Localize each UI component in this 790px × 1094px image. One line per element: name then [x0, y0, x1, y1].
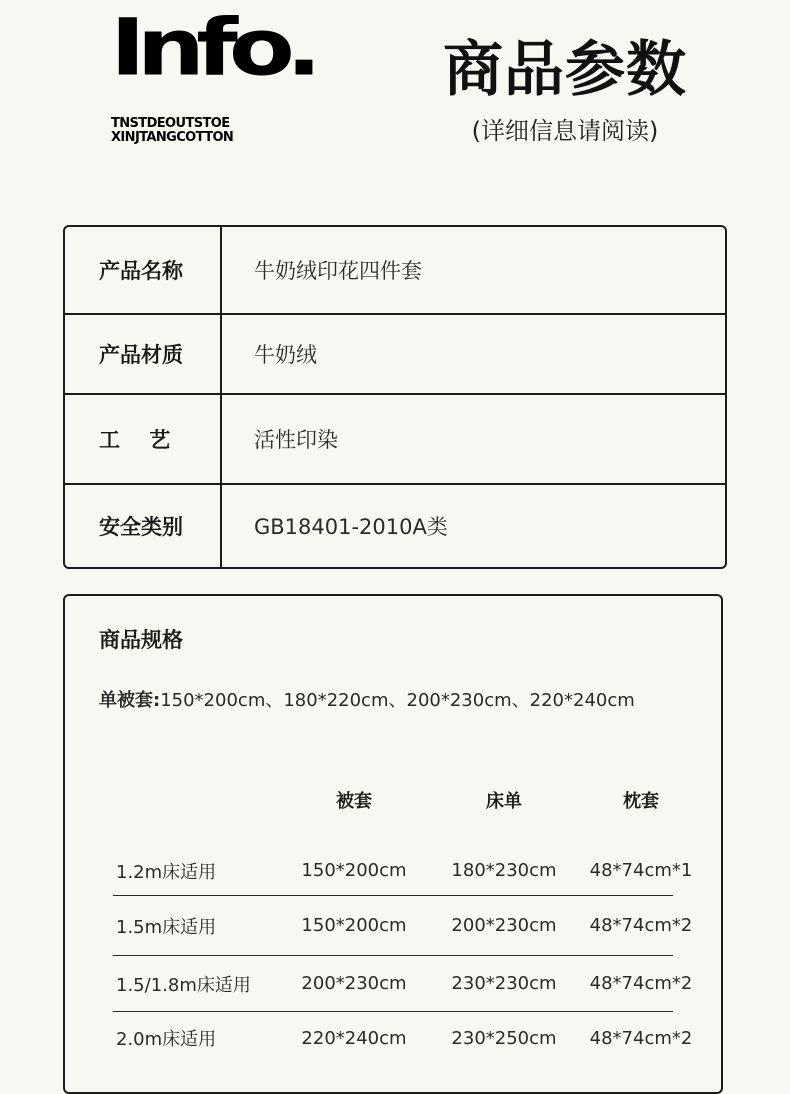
table-row: [113, 956, 693, 1012]
param-value: 活性印染: [254, 428, 338, 452]
header-cell-duvet: 被套: [336, 791, 372, 812]
param-row-name: [65, 227, 725, 313]
duvet-sizes-value: 150*200cm、180*220cm、200*230cm、220*240cm: [160, 690, 635, 711]
param-value: 牛奶绒: [254, 343, 317, 367]
page-title: 商品参数: [443, 35, 687, 105]
param-label: 安全类别: [65, 485, 222, 567]
cell-sheet: 230*230cm: [451, 973, 557, 994]
table-row: [113, 1012, 693, 1064]
param-row-craft: [65, 393, 725, 483]
logo-tagline-line2: XINJTANGCOTTON: [111, 130, 234, 145]
cell-sheet: 230*250cm: [451, 1027, 557, 1049]
cell-bed-size: 1.5/1.8m床适用: [116, 974, 251, 996]
header-cell-pillowcase: 枕套: [623, 791, 659, 812]
size-table: [113, 784, 693, 1064]
param-label: 产品名称: [65, 227, 222, 313]
duvet-sizes-line: [99, 686, 635, 712]
cell-sheet: 180*230cm: [451, 860, 557, 881]
cell-pillowcase: 48*74cm*2: [589, 1027, 693, 1049]
cell-duvet: 150*200cm: [301, 915, 407, 936]
cell-bed-size: 1.2m床适用: [116, 861, 217, 883]
duvet-sizes-label: 单被套:: [99, 690, 161, 711]
cell-duvet: 150*200cm: [301, 860, 407, 881]
product-spec-box: [63, 594, 723, 1094]
table-row: [113, 846, 693, 896]
logo-tagline: [111, 117, 233, 145]
param-label: 产品材质: [65, 315, 222, 393]
header-cell-sheet: 床单: [486, 791, 522, 812]
spec-title: 商品规格: [99, 628, 183, 652]
cell-duvet: 220*240cm: [301, 1027, 407, 1049]
param-label: 工 艺: [65, 395, 222, 483]
cell-bed-size: 1.5m床适用: [116, 916, 217, 938]
cell-pillowcase: 48*74cm*2: [589, 973, 693, 994]
logo-tagline-line1: TNSTDEOUTSTOE: [111, 116, 230, 131]
product-params-table: [63, 225, 727, 569]
cell-bed-size: 2.0m床适用: [116, 1029, 217, 1050]
cell-pillowcase: 48*74cm*1: [589, 860, 693, 881]
param-value: GB18401-2010A类: [254, 515, 448, 539]
cell-pillowcase: 48*74cm*2: [589, 915, 693, 936]
page-subtitle: (详细信息请阅读): [471, 117, 659, 145]
cell-duvet: 200*230cm: [301, 973, 407, 994]
cell-sheet: 200*230cm: [451, 915, 557, 936]
size-table-header: [113, 784, 673, 816]
param-value: 牛奶绒印花四件套: [254, 259, 422, 283]
param-row-material: [65, 313, 725, 393]
param-row-safety: [65, 483, 725, 567]
table-row: [113, 896, 693, 956]
logo-wordmark: Info.: [110, 1, 314, 94]
